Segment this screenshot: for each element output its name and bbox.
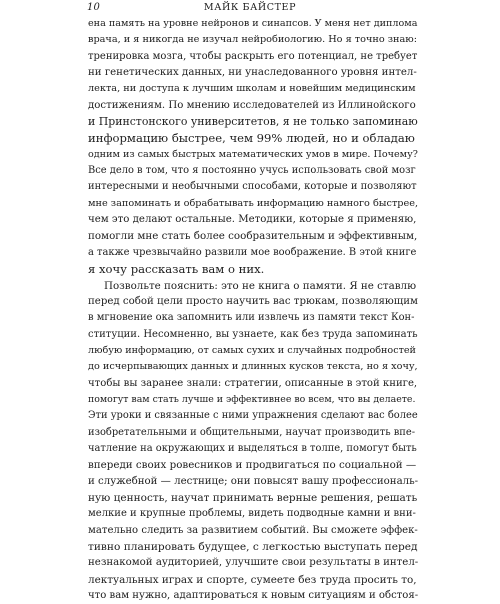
text-line: достижениям. По мнению исследователей из Иллинойского <box>88 99 416 111</box>
text-line: незнакомой аудиторией, улучшите свои результаты в интел- <box>88 557 419 569</box>
text-line: впереди своих ровесников и продвигаться по социальной — <box>88 459 417 472</box>
text-line: лекта, ни доступа к лучшим школам и новейшим медицинским <box>88 83 416 95</box>
text-line: перед собой цели просто научить вас трюкам, позволяющим <box>88 295 418 307</box>
text-line: одним из самых быстрых математических умов в мире. Почему? <box>88 148 418 160</box>
text-line: тренировка мозга, чтобы раскрыть его потенциал, не требует <box>88 50 418 62</box>
text-line: ни генетических данных, ни унаследованного уровня интел- <box>88 67 417 79</box>
text-line: что вам нужно, адаптироваться к новым ситуациям и обстоя- <box>88 590 419 602</box>
text-line: Эти уроки и связанные с ними упражнения сделают вас более <box>88 410 418 422</box>
text-line: врача, и я никогда не изучал нейробиологию. Но я точно знаю: <box>88 34 417 46</box>
text-line: чтобы вы заранее знали: стратегии, описанные в этой книге, <box>88 377 418 389</box>
text-line: Позвольте пояснить: это не книга о памяти. Я не ставлю <box>104 279 417 292</box>
text-line: любую информацию, от самых сухих и случайных подробностей <box>88 344 416 356</box>
page-number: 10 <box>87 2 101 13</box>
text-line: помогут вам стать лучше и эффективнее во всем, что вы делаете. <box>88 393 416 405</box>
text-line: а также чрезвычайно развили мое воображение. В этой книге <box>88 246 417 258</box>
running-header: МАЙК БАЙСТЕР <box>203 2 297 13</box>
text-line: помогли мне стать более сообразительным и эффективным, <box>88 230 418 243</box>
text-line: ституции. Несомненно, вы узнаете, как без труда запоминать <box>88 328 418 340</box>
text-line: информацию быстрее, чем 99% людей, но и обладаю <box>88 131 415 146</box>
text-line: ную ценность, научат принимать верные решения, решать <box>88 491 418 504</box>
text-line: чем это делают остальные. Методики, которые я применяю, <box>88 214 417 226</box>
text-line: мательно следить за развитием событий. Вы сможете эффек- <box>88 524 418 536</box>
text-line: мелкие и крупные проблемы, видеть подводные камни и вни- <box>88 508 416 520</box>
text-line: мне запоминать и обрабатывать информацию намного быстрее, <box>88 197 419 209</box>
text-line: интересными и необычными способами, которые и позволяют <box>88 181 417 193</box>
text-line: до исчерпывающих данных и длинных кусков текста, но я хочу, <box>88 361 418 373</box>
text-line: лектуальных играх и спорте, сумеете без труда просить то, <box>88 573 417 586</box>
text-line: в мгновение ока запомнить или извлечь из памяти текст Кон- <box>88 312 415 324</box>
text-line: я хочу рассказать вам о них. <box>88 262 265 277</box>
text-line: изобретательными и общительными, научат производить впе- <box>88 426 416 438</box>
text-line: тивно планировать будущее, с легкостью выступать перед <box>88 541 418 553</box>
body-text <box>88 16 418 604</box>
text-line: и служебной — лестнице; они повысят вашу профессиональ- <box>88 475 419 487</box>
text-line: и Принстонского университетов, я не только запоминаю <box>88 115 418 129</box>
text-line: ена память на уровне нейронов и синапсов. У меня нет диплома <box>88 18 418 29</box>
text-line: чатление на окружающих и выделяться в толпе, помогут быть <box>88 442 417 454</box>
text-line: Все дело в том, что я постоянно учусь использовать свой мозг <box>88 165 416 177</box>
